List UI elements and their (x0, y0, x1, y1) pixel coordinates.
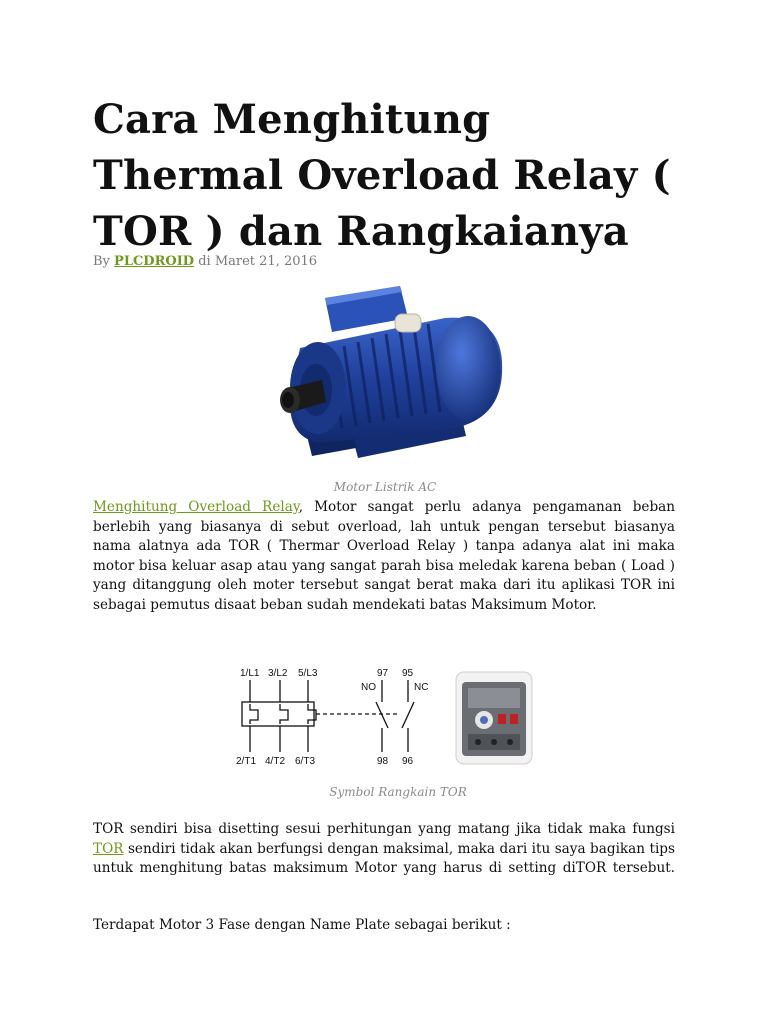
label-3-l2: 3/L2 (268, 668, 288, 679)
relay-photo (456, 672, 532, 764)
overload-relay-link[interactable]: Menghitung Overload Relay (93, 499, 299, 515)
label-nc: NC (414, 682, 429, 693)
motor-caption: Motor Listrik AC (333, 480, 437, 494)
label-5-l3: 5/L3 (298, 668, 318, 679)
tor-symbol-caption: Symbol Rangkain TOR (329, 785, 467, 799)
paragraph-3: Terdapat Motor 3 Fase dengan Name Plate sebagai berikut : (93, 917, 511, 933)
tor-link[interactable]: TOR (93, 840, 124, 857)
label-98: 98 (377, 756, 389, 767)
author-link[interactable]: PLCDROID (114, 254, 195, 269)
paragraph-1-text: , Motor sangat perlu adanya pengamanan beban berlebih yang biasanya di sebut overload, lah untuk pengan tersebut biasanya nama alatnya ada TOR ( Thermar Overload Relay ) tanpa adanya alat ini maka motor bisa keluar asap atau yang sangat parah bisa meledak karena beban ( Load ) yang ditanggung oleh moter tersebut sangat berat maka dari itu aplikasi TOR ini sebagai pemutus disaat beban sudah mendekati batas Maksimum Motor. (93, 499, 676, 613)
paragraph-2-text-b: sendiri tidak akan berfungsi dengan maksimal, maka dari itu saya bagikan tips untuk menghitung batas maksimum Motor yang harus di setting diTOR tersebut. (93, 840, 675, 876)
byline-prefix: By (93, 254, 110, 269)
motor-image (230, 278, 540, 473)
paragraph-1 (93, 498, 675, 615)
article-title: Cara Menghitung Thermal Overload Relay ( TOR ) dan Rangkaianya (93, 96, 671, 255)
label-6-t3: 6/T3 (295, 756, 316, 767)
label-2-t1: 2/T1 (236, 756, 257, 767)
paragraph-2 (93, 820, 675, 879)
label-1-l1: 1/L1 (240, 668, 260, 679)
label-96: 96 (402, 756, 414, 767)
byline-date: di Maret 21, 2016 (198, 254, 318, 269)
label-97: 97 (377, 668, 389, 679)
label-95: 95 (402, 668, 414, 679)
tor-symbol-diagram (228, 660, 548, 772)
label-4-t2: 4/T2 (265, 756, 286, 767)
byline (93, 254, 317, 269)
paragraph-2-text-a: TOR sendiri bisa disetting sesui perhitungan yang matang jika tidak maka fungsi (93, 821, 675, 837)
label-no: NO (361, 682, 376, 693)
